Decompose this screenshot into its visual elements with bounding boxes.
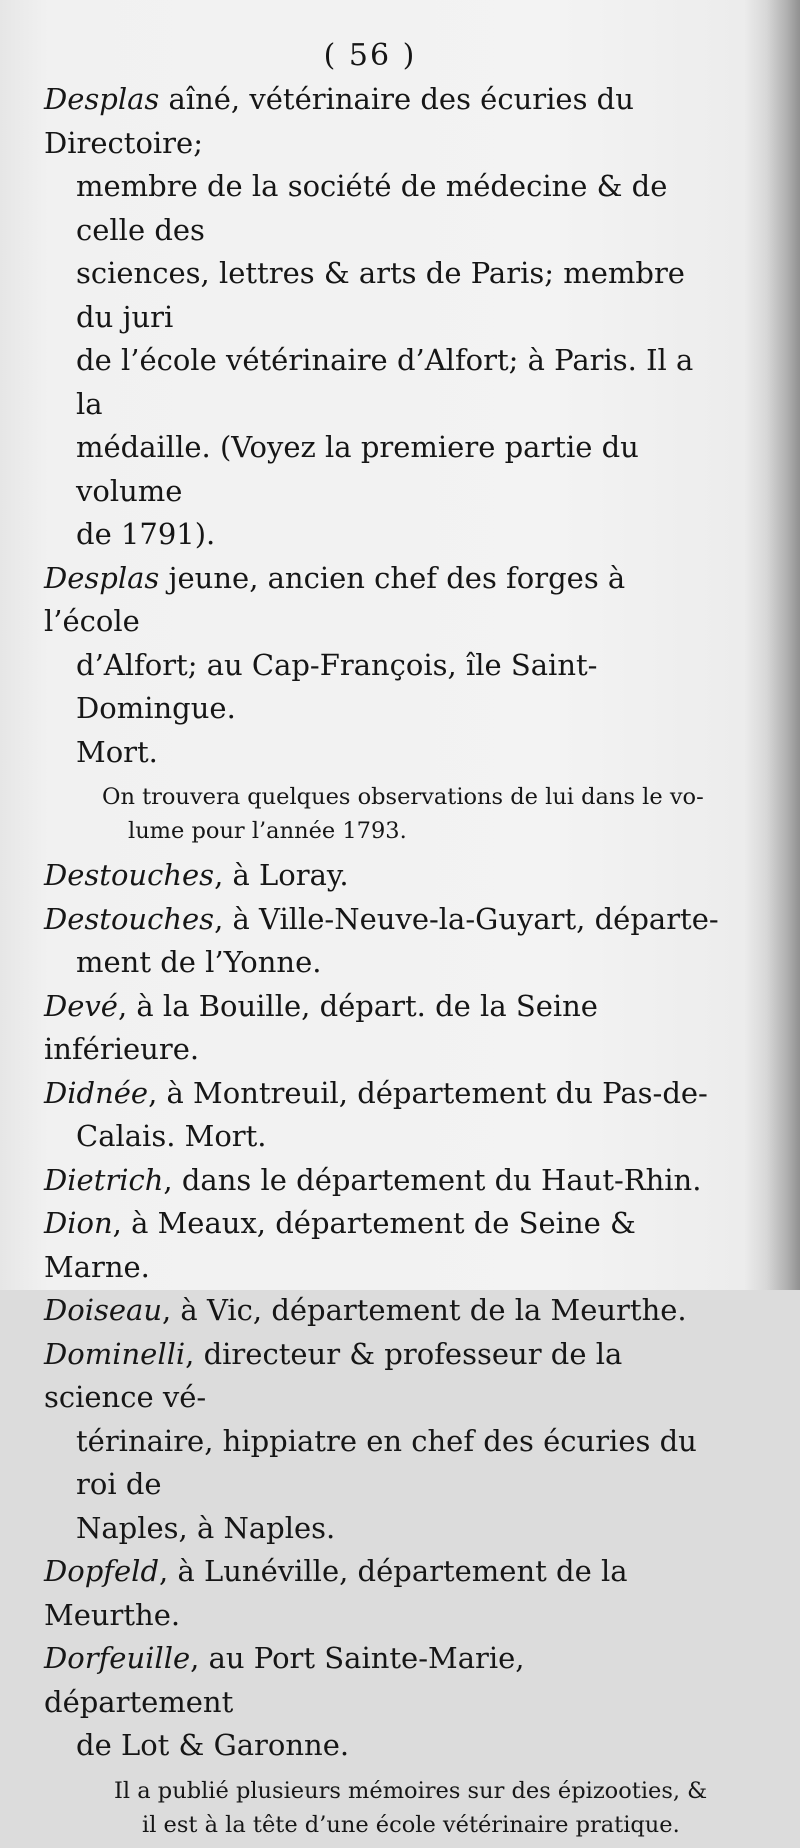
entry-list	[44, 78, 720, 1848]
entry-text: ment de l’Yonne.	[76, 945, 322, 979]
directory-entry	[44, 985, 720, 1072]
entry-text: térinaire, hippiatre en chef des écuries du roi de	[76, 1423, 697, 1501]
entry-text: médaille. (Voyez la premiere partie du volume	[76, 430, 639, 508]
entry-text: On trouvera quelques observations de lui dans le vo-	[102, 784, 704, 810]
entry-first-line	[44, 1072, 720, 1116]
entry-name: Destouches	[44, 858, 215, 892]
directory-entry	[44, 1550, 720, 1637]
entry-name: Didnée	[44, 1075, 149, 1110]
entry-text: , dans le département du Haut-Rhin.	[163, 1162, 702, 1197]
directory-entry	[44, 557, 720, 775]
directory-entry	[44, 1637, 720, 1768]
entry-continuation-line	[44, 731, 720, 775]
entry-first-line	[44, 1637, 720, 1724]
entry-text: , à Vic, département de la Meurthe.	[162, 1293, 687, 1327]
entry-name: Desplas	[44, 82, 160, 116]
entry-text: aîné, vétérinaire des écuries du Directoire;	[44, 82, 634, 160]
page-gutter-shadow	[766, 0, 800, 1290]
directory-entry	[44, 1333, 720, 1551]
entry-text: il est à la tête d’une école vétérinaire pratique.	[142, 1811, 680, 1838]
entry-continuation-line	[44, 165, 720, 252]
entry-name: Dominelli	[44, 1336, 186, 1371]
entry-name: Dietrich	[44, 1162, 164, 1197]
entry-name: Desplas	[44, 560, 160, 595]
entry-continuation-line	[44, 814, 720, 848]
directory-entry	[44, 78, 720, 557]
entry-text: , directeur & professeur de la science vé-	[44, 1336, 623, 1414]
directory-entry	[44, 1202, 720, 1289]
entry-first-line	[44, 1159, 720, 1203]
entry-text: lume pour l’année 1793.	[128, 818, 407, 844]
entry-first-line	[44, 1202, 720, 1289]
entry-text: de l’école vétérinaire d’Alfort; à Paris. Il a la	[76, 343, 694, 421]
entry-note	[44, 1774, 720, 1842]
entry-continuation-line	[44, 1507, 720, 1551]
entry-first-line	[44, 1550, 720, 1637]
entry-text: sciences, lettres & arts de Paris; membre du juri	[76, 256, 685, 334]
entry-continuation-line	[44, 426, 720, 513]
entry-note	[44, 780, 720, 848]
entry-name: Dopfeld	[44, 1554, 160, 1588]
entry-name: Devé	[44, 988, 118, 1023]
entry-first-line	[44, 1289, 720, 1333]
entry-continuation-line	[44, 941, 720, 985]
directory-entry	[44, 1159, 720, 1203]
entry-name: Doiseau	[44, 1293, 162, 1327]
entry-text: , à Ville-Neuve-la-Guyart, départe-	[214, 901, 719, 936]
entry-text: Mort.	[76, 734, 158, 769]
entry-text: Il a publié plusieurs mémoires sur des épizooties, &	[114, 1777, 708, 1804]
directory-entry	[44, 898, 720, 985]
entry-text: , à Loray.	[214, 858, 349, 892]
entry-continuation-line	[44, 339, 720, 426]
entry-first-line	[44, 78, 720, 165]
entry-text: , à Meaux, département de Seine & Marne.	[44, 1206, 636, 1284]
entry-continuation-line	[44, 1420, 720, 1507]
directory-entry	[44, 1072, 720, 1159]
directory-entry	[44, 1289, 720, 1333]
entry-text: , à Montreuil, département du Pas-de-	[148, 1075, 708, 1110]
entry-name: Dion	[44, 1206, 113, 1240]
entry-text: , à Lunéville, département de la Meurthe.	[44, 1554, 628, 1632]
entry-continuation-line	[44, 1724, 720, 1768]
entry-continuation-line	[44, 1115, 720, 1159]
entry-text: , au Port Sainte-Marie, département	[44, 1641, 525, 1719]
entry-text: membre de la société de médecine & de celle des	[76, 169, 668, 247]
entry-text: Calais. Mort.	[76, 1119, 267, 1153]
entry-name: Destouches	[44, 901, 215, 936]
entry-text: Naples, à Naples.	[76, 1510, 336, 1545]
entry-first-line	[44, 985, 720, 1072]
entry-text: d’Alfort; au Cap-François, île Saint-Domingue.	[76, 647, 598, 725]
entry-first-line	[44, 557, 720, 644]
entry-first-line	[44, 854, 720, 898]
entry-text: jeune, ancien chef des forges à l’école	[44, 560, 626, 638]
entry-continuation-line	[44, 1808, 720, 1842]
entry-first-line	[44, 1774, 720, 1808]
entry-text: de 1791).	[76, 517, 216, 551]
entry-name: Dorfeuille	[44, 1641, 191, 1675]
entry-continuation-line	[44, 513, 720, 557]
entry-first-line	[44, 898, 720, 942]
entry-text: de Lot & Garonne.	[76, 1728, 350, 1762]
entry-first-line	[44, 780, 720, 814]
entry-text: , à la Bouille, départ. de la Seine inférieure.	[44, 988, 598, 1066]
entry-first-line	[44, 1333, 720, 1420]
page-number: ( 56 )	[323, 38, 417, 73]
entry-continuation-line	[44, 252, 720, 339]
directory-entry	[44, 854, 720, 898]
entry-continuation-line	[44, 644, 720, 731]
